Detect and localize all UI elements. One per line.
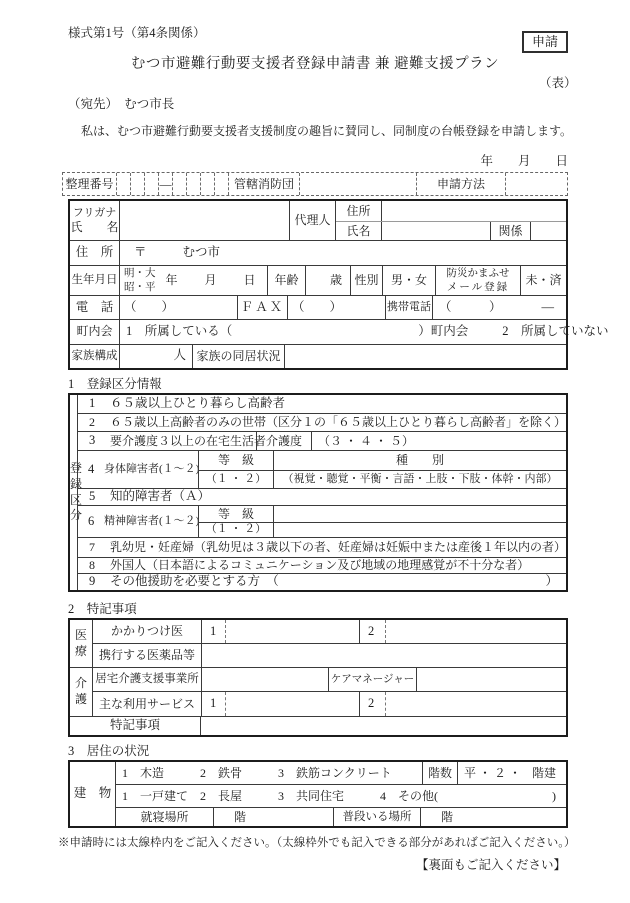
era-options[interactable]: 明・大 昭・平 xyxy=(124,267,156,293)
kind-options[interactable]: （視覚・聴覚・平衡・言語・上肢・下肢・体幹・内部） xyxy=(274,470,566,488)
doctor-num-1: 1 xyxy=(202,620,226,643)
care-office-label: 居宅介護支援事業所 xyxy=(95,673,199,686)
kind-label: 種 別 xyxy=(395,453,444,467)
medicine-input[interactable] xyxy=(201,644,566,667)
family-label: 家族構成 xyxy=(71,350,118,363)
special-notes-table xyxy=(68,618,568,737)
doctor-num-2: 2 xyxy=(360,620,386,643)
service-input-2[interactable] xyxy=(386,692,566,716)
caremanager-input[interactable] xyxy=(416,668,566,691)
age-unit: 歳 xyxy=(329,273,342,288)
usual-place-label: 普段いる場所 xyxy=(333,808,420,826)
chonaikai-options[interactable] xyxy=(119,320,609,343)
building-type-options[interactable]: 1 一戸建て 2 長屋 3 共同住宅 4 その他( ) xyxy=(116,785,566,807)
category-row-6[interactable] xyxy=(78,505,566,537)
serial-digit-cell[interactable] xyxy=(200,173,214,195)
fire-district-label: 管轄消防団 xyxy=(228,173,299,195)
row-text: その他援助を必要とする方 （ xyxy=(109,574,279,589)
side-note: （表） xyxy=(539,76,577,90)
mobile-label: 携帯電話 xyxy=(385,296,432,319)
row-text: ６５歳以上ひとり暮らし高齢者 xyxy=(109,396,285,411)
care-level-options[interactable]: （３ ・ ４ ・ ５） xyxy=(311,432,566,450)
section1-heading: 1 登録区分情報 xyxy=(68,377,162,391)
agent-address-label: 住所 xyxy=(346,203,371,218)
section1-side-label: 登録区分 xyxy=(70,461,87,523)
chonaikai-label: 町内会 xyxy=(76,324,113,339)
grade-options[interactable]: （１ ・ ２） xyxy=(199,522,273,537)
doctor-input-2[interactable] xyxy=(386,620,566,643)
row-number: 5 xyxy=(88,489,96,504)
disaster-mail-label: 防災かまふせ メール登録 xyxy=(435,266,520,294)
method-label: 申請方法 xyxy=(416,173,505,195)
fax-input[interactable] xyxy=(287,296,385,319)
caremanager-label: ケアマネージャー xyxy=(328,668,416,691)
name-label: 氏 名 xyxy=(70,219,119,234)
grade-label: 等 級 xyxy=(217,506,254,521)
type-close-paren: ) xyxy=(552,788,556,803)
row-text: 外国人（日本語によるコミュニケーション及び地域の地理感覚が不十分な者） xyxy=(109,558,530,572)
notes-input[interactable] xyxy=(200,717,566,735)
service-num-1: 1 xyxy=(202,692,226,716)
section2-heading: 2 特記事項 xyxy=(68,602,137,616)
care-level-label: 介護度 xyxy=(256,432,311,450)
day-label: 日 xyxy=(243,273,256,288)
serial-number-label: 整理番号 xyxy=(65,176,114,191)
fire-district-input[interactable] xyxy=(299,173,416,195)
row-number: 4 xyxy=(87,461,95,476)
medical-side-label: 医療 xyxy=(75,627,88,658)
cohabitation-label: 家族の同居状況 xyxy=(192,345,284,368)
mail-status-options[interactable]: 未・済 xyxy=(520,266,566,294)
serial-digit-cell[interactable] xyxy=(172,173,186,195)
section3-heading: 3 居住の状況 xyxy=(68,744,150,758)
doctor-input-1[interactable] xyxy=(226,620,359,643)
address-input[interactable] xyxy=(119,241,566,265)
declaration-text: 私は、むつ市避難行動要支援者支援制度の趣旨に賛同し、同制度の台帳登録を申請します。 xyxy=(81,124,573,138)
serial-dash-cell: ― xyxy=(158,173,172,195)
care-office-input[interactable] xyxy=(201,668,328,691)
service-input-1[interactable] xyxy=(226,692,359,716)
building-label: 建 物 xyxy=(73,786,112,801)
mobile-dash: ― xyxy=(541,299,555,314)
footer-note: ※申請時には太線枠内をご記入ください。（太線枠外でも記入できる部分があればご記入ください。） xyxy=(58,837,576,849)
year-label: 年 xyxy=(165,273,178,288)
phone-paren: （ ） xyxy=(124,299,175,314)
relation-input[interactable] xyxy=(530,222,566,240)
category-row-7[interactable] xyxy=(78,537,566,557)
category-row-4[interactable] xyxy=(78,450,566,488)
row-text: 精神障害者(１～２) xyxy=(103,514,200,527)
floors-suffix: 階建 xyxy=(531,765,556,780)
service-label: 主な利用サービス xyxy=(98,696,195,711)
date-line: 年 月 日 xyxy=(480,154,568,168)
usual-floor-input[interactable] xyxy=(420,808,566,826)
applicant-table xyxy=(68,199,609,370)
serial-digit-cell[interactable] xyxy=(214,173,228,195)
medical-side-cell xyxy=(70,620,92,667)
serial-digit-cell[interactable] xyxy=(186,173,200,195)
notes-label: 特記事項 xyxy=(109,718,160,733)
agent-name-label: 氏名 xyxy=(346,223,371,238)
cohabitation-input[interactable] xyxy=(284,345,566,368)
row-number: 8 xyxy=(88,558,95,572)
postal-mark: 〒 xyxy=(134,245,147,260)
doctor-label: かかりつけ医 xyxy=(110,624,183,638)
address-label: 住 所 xyxy=(75,245,114,260)
row-number: 1 xyxy=(88,396,96,411)
medicine-label: 携行する医薬品等 xyxy=(98,648,195,662)
chonaikai-option-2[interactable]: 2 所属していない xyxy=(502,324,609,339)
agent-label: 代理人 xyxy=(289,201,335,240)
furigana-label: フリガナ xyxy=(72,206,117,219)
grade-extra-cell[interactable] xyxy=(274,522,566,537)
serial-digit-cell[interactable] xyxy=(144,173,158,195)
phone-label: 電 話 xyxy=(75,299,114,314)
nursing-side-label: 介護 xyxy=(75,676,88,706)
sleep-place-label: 就寝場所 xyxy=(140,809,189,824)
floors-options[interactable]: 平 ・ ２ ・ xyxy=(464,765,522,780)
other-input[interactable] xyxy=(279,574,546,590)
category-row-1[interactable] xyxy=(78,395,566,413)
family-unit: 人 xyxy=(173,348,186,363)
category-row-5[interactable] xyxy=(78,488,566,505)
row-number: 9 xyxy=(88,574,96,589)
mobile-input[interactable] xyxy=(432,296,566,319)
name-input[interactable] xyxy=(119,201,289,240)
birth-label: 生年月日 xyxy=(71,274,118,287)
category-row-3[interactable] xyxy=(78,431,566,450)
relation-label: 関係 xyxy=(490,222,530,240)
family-count-input[interactable] xyxy=(119,345,192,368)
nursing-side-cell xyxy=(70,667,92,716)
serial-digit-cell[interactable] xyxy=(116,173,130,195)
address-city: むつ市 xyxy=(182,245,221,260)
sleep-floor-input[interactable] xyxy=(213,808,333,826)
grade-extra-cell[interactable] xyxy=(274,506,566,522)
chonaikai-close: ）町内会 xyxy=(418,324,469,339)
fax-paren: （ ） xyxy=(292,299,343,314)
month-label: 月 xyxy=(204,273,217,288)
grade-options[interactable]: （１ ・ ２） xyxy=(199,470,273,488)
grade-label: 等 級 xyxy=(217,453,254,467)
usual-floor-unit: 階 xyxy=(441,809,454,824)
application-stamp: 申請 xyxy=(522,31,568,53)
sleep-floor-unit: 階 xyxy=(234,809,247,824)
row-text: 乳幼児・妊産婦（乳幼児は３歳以下の者、妊産婦は妊娠中または産後１年以内の者） xyxy=(109,540,566,554)
birth-input[interactable] xyxy=(119,266,267,294)
addressee: （宛先） むつ市長 xyxy=(68,97,175,111)
row-text: 身体障害者(１～２) xyxy=(103,462,200,475)
category-row-2[interactable] xyxy=(78,413,566,431)
residence-table xyxy=(68,760,568,828)
floors-input[interactable] xyxy=(457,762,566,784)
gender-options[interactable]: 男・女 xyxy=(382,266,435,294)
section1-side-cell xyxy=(70,395,87,590)
mobile-paren: （ ） xyxy=(439,299,502,314)
row-close-paren: ） xyxy=(545,574,558,589)
method-input[interactable] xyxy=(505,173,567,195)
form-number: 様式第1号（第4条関係） xyxy=(68,26,206,40)
age-input[interactable] xyxy=(305,266,350,294)
agent-address-input[interactable] xyxy=(381,201,566,221)
reference-row xyxy=(62,172,568,196)
fax-label: ＦＡＸ xyxy=(237,296,287,319)
gender-label: 性別 xyxy=(350,266,382,294)
structure-options[interactable]: 1 木造 2 鉄骨 3 鉄筋コンクリート xyxy=(122,765,392,780)
row-text: 要介護度３以上の在宅生活者 xyxy=(109,433,266,448)
row-number: 3 xyxy=(88,433,96,448)
phone-input[interactable] xyxy=(119,296,237,319)
registration-category-table xyxy=(68,393,568,592)
chonaikai-option-1[interactable]: 1 所属している（ xyxy=(126,324,233,339)
category-row-9[interactable] xyxy=(78,573,566,590)
row-number: 6 xyxy=(87,513,95,528)
row-text: 知的障害者（Ａ） xyxy=(109,489,210,504)
age-label: 年齢 xyxy=(267,266,305,294)
floors-label: 階数 xyxy=(422,762,457,784)
serial-digit-cell[interactable] xyxy=(130,173,144,195)
name-label-cell xyxy=(70,201,119,240)
row-number: 7 xyxy=(88,540,95,554)
page-title: むつ市避難行動要支援者登録申請書 兼 避難支援プラン xyxy=(130,56,500,72)
agent-name-input[interactable] xyxy=(381,222,490,240)
back-side-note: 【裏面もご記入ください】 xyxy=(415,858,566,872)
service-num-2: 2 xyxy=(360,692,386,716)
row-text: ６５歳以上高齢者のみの世帯（区分１の「６５歳以上ひとり暮らし高齢者」を除く） xyxy=(109,415,566,429)
row-number: 2 xyxy=(88,415,95,429)
category-row-8[interactable] xyxy=(78,557,566,573)
